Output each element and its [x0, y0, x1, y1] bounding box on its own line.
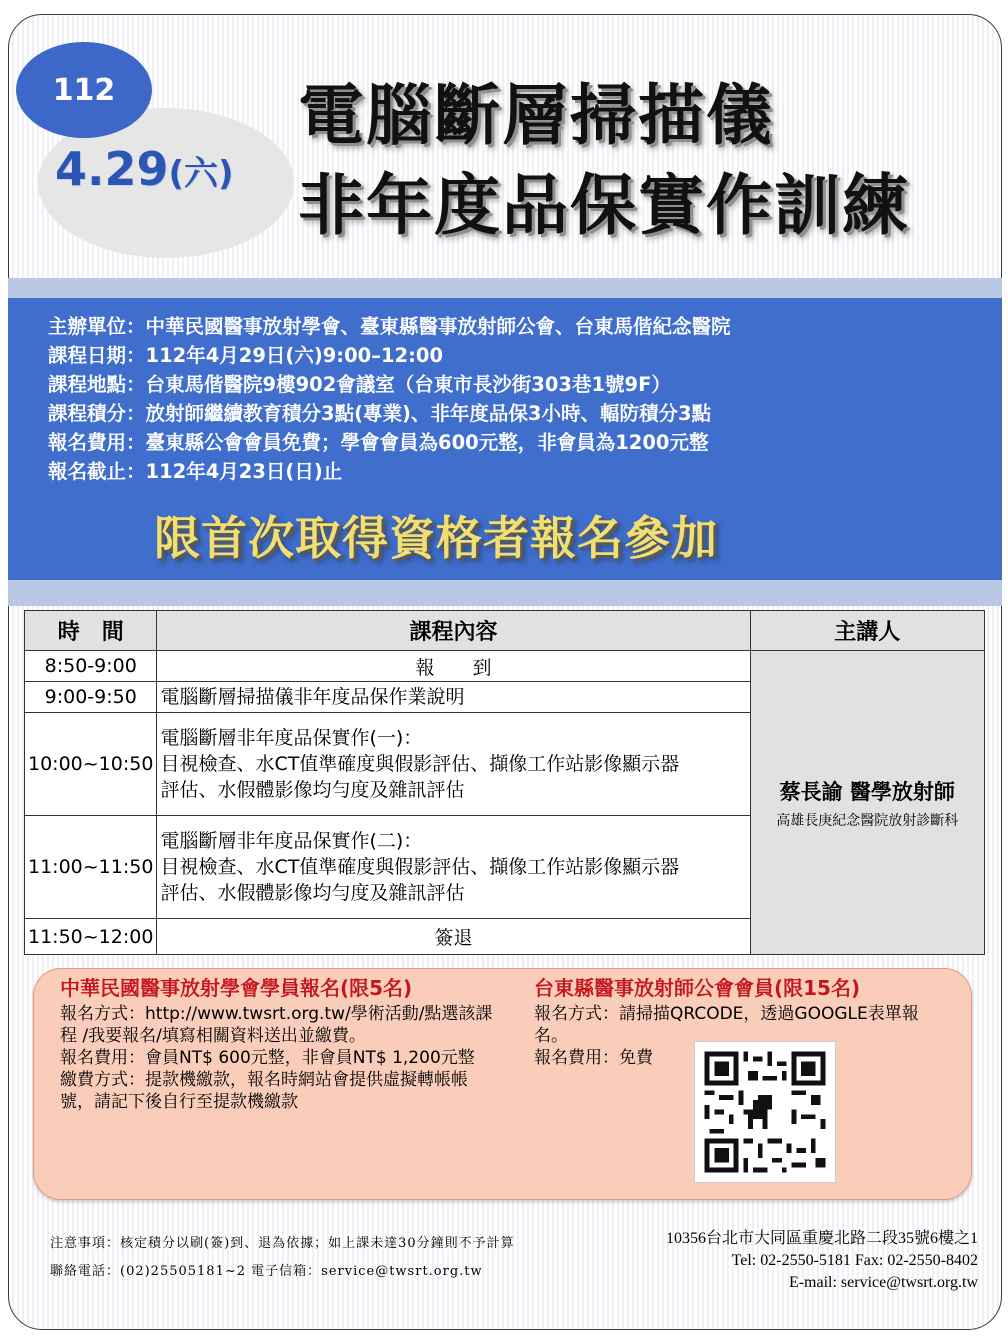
society-payment-method: 繳費方式：提款機繳款，報名時網站會提供虛擬轉帳帳號，請記下後自行至提款機繳款 [60, 1070, 468, 1112]
speaker-cell [750, 651, 984, 955]
course-credits: 課程積分：放射師繼續教育積分3點(專業)、非年度品保3小時、輻防積分3點 [48, 402, 712, 425]
schedule-table [24, 610, 985, 955]
row-content [157, 713, 750, 816]
row-time: 11:00~11:50 [25, 816, 157, 919]
speaker-organization: 高雄長庚紀念醫院放射診斷科 [776, 812, 959, 829]
eligibility-notice: 限首次取得資格者報名參加 [154, 511, 718, 565]
row-content: 電腦斷層掃描儀非年度品保作業說明 [157, 682, 750, 713]
band-top-strip [8, 278, 1002, 298]
row-time: 11:50~12:00 [25, 919, 157, 955]
title-line-2: 非年度品保實作訓練 [298, 167, 910, 244]
row-time: 9:00-9:50 [25, 682, 157, 713]
footer-address-block [666, 1228, 978, 1294]
header-time: 時 間 [25, 611, 157, 651]
table-header-row [25, 611, 985, 651]
society-registration [60, 975, 500, 1113]
organizer: 主辦單位：中華民國醫事放射學會、臺東縣醫事放射師公會、台東馬偕紀念醫院 [48, 315, 731, 338]
attendance-notice: 注意事項：核定積分以刷(簽)到、退為依據；如上課未達30分鐘則不予計算 [50, 1236, 515, 1251]
union-registration-title: 台東縣醫事放射師公會會員(限15名) [534, 976, 861, 1000]
contact-info: 聯絡電話：(02)25505181~2 電子信箱：service@twsrt.org.tw [50, 1264, 483, 1279]
society-registration-fee: 報名費用：會員NT$ 600元整，非會員NT$ 1,200元整 [60, 1048, 475, 1068]
table-row [25, 651, 985, 682]
content-line: 目視檢查、水CT值準確度與假影評估、擷像工作站影像顯示器 [160, 753, 680, 775]
course-date: 課程日期：112年4月29日(六)9:00–12:00 [48, 344, 444, 367]
info-band [8, 278, 1002, 606]
content-line: 評估、水假體影像均勻度及雜訊評估 [160, 779, 465, 801]
day-of-week: (六) [168, 154, 234, 194]
content-line: 電腦斷層非年度品保實作(二)： [160, 830, 423, 852]
content-line: 電腦斷層非年度品保實作(一)： [160, 727, 423, 749]
row-time: 10:00~10:50 [25, 713, 157, 816]
row-content: 報 到 [157, 651, 750, 682]
tel-fax: Tel: 02-2550-5181 Fax: 02-2550-8402 [731, 1252, 978, 1269]
union-registration-fee: 報名費用：免費 [534, 1048, 653, 1068]
course-info [48, 312, 978, 486]
address: 10356台北市大同區重慶北路二段35號6樓之1 [665, 1230, 978, 1247]
header-content: 課程內容 [157, 611, 750, 651]
event-date [55, 142, 234, 196]
band-bottom-strip [8, 580, 1002, 606]
title-line-1: 電腦斷層掃描儀 [298, 77, 774, 154]
year-text: 112 [52, 72, 116, 108]
date-text: 4.29 [55, 142, 169, 196]
qr-code-icon[interactable] [694, 1041, 836, 1183]
society-registration-title: 中華民國醫事放射學會學員報名(限5名) [60, 976, 413, 1000]
society-registration-method: 報名方式：http://www.twsrt.org.tw/學術活動/點選該課程 /我要報名/填寫相關資料送出並繳費。 [60, 1004, 493, 1046]
content-line: 目視檢查、水CT值準確度與假影評估、擷像工作站影像顯示器 [160, 856, 680, 878]
row-content: 簽退 [157, 919, 750, 955]
registration-deadline: 報名截止：112年4月23日(日)止 [48, 460, 343, 483]
speaker-name: 蔡長諭 醫學放射師 [779, 779, 955, 804]
registration-fee: 報名費用：臺東縣公會會員免費；學會會員為600元整，非會員為1200元整 [48, 431, 709, 454]
row-time: 8:50-9:00 [25, 651, 157, 682]
union-registration-method: 報名方式：請掃描QRCODE，透過GOOGLE表單報名。 [534, 1004, 919, 1046]
course-location: 課程地點：台東馬偕醫院9樓902會議室（台東市長沙街303巷1號9F） [48, 373, 671, 396]
email-address[interactable]: E-mail: service@twsrt.org.tw [788, 1274, 978, 1291]
header-speaker: 主講人 [750, 611, 984, 651]
registration-box [33, 968, 972, 1200]
year-badge [16, 42, 152, 138]
row-content [157, 816, 750, 919]
footer-notes [50, 1230, 515, 1286]
content-line: 評估、水假體影像均勻度及雜訊評估 [160, 882, 465, 904]
